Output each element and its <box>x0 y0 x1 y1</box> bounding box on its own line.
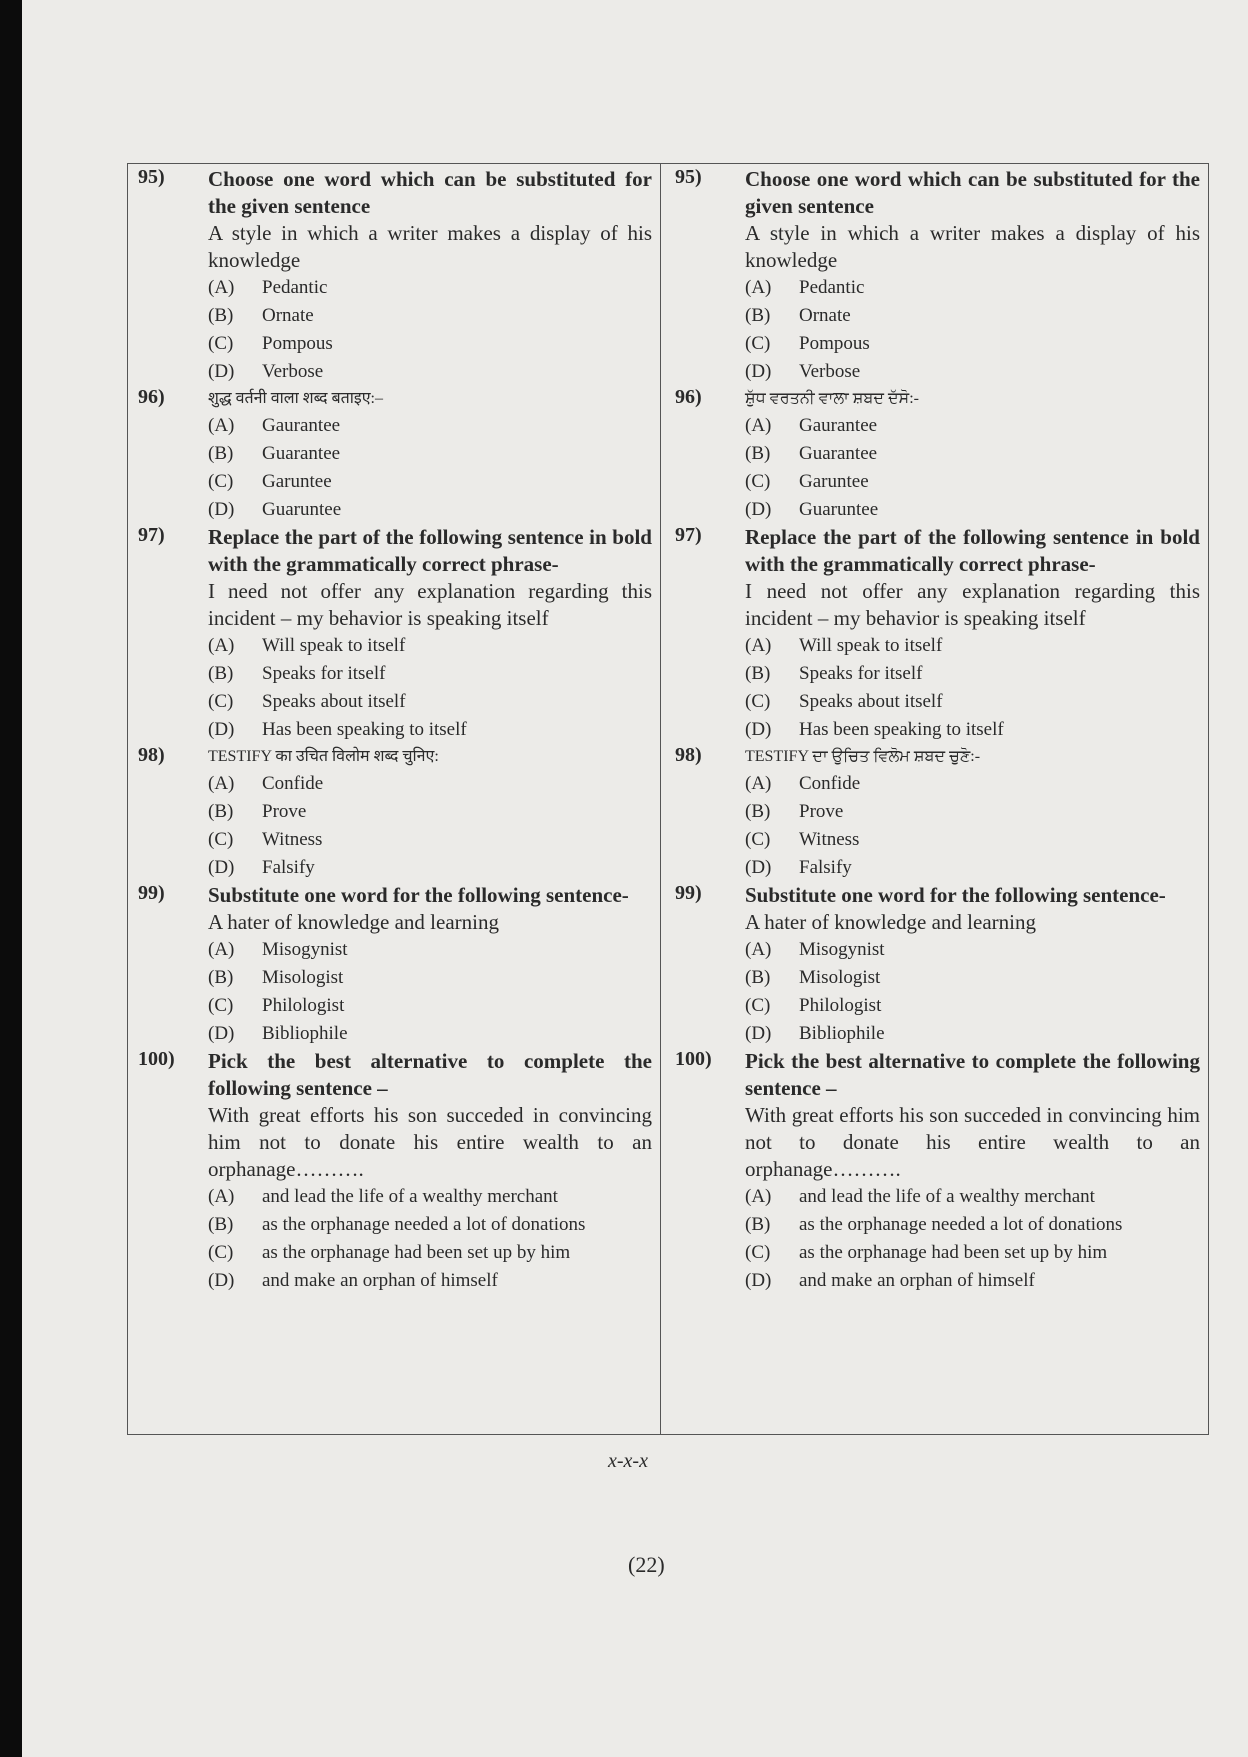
option-label: (B) <box>208 801 234 822</box>
option <box>208 496 652 524</box>
option-text: as the orphanage needed a lot of donations <box>262 1214 586 1235</box>
question-number: 100) <box>138 1048 175 1070</box>
option-text: Has been speaking to itself <box>262 719 467 740</box>
option-text: as the orphanage had been set up by him <box>262 1242 571 1263</box>
option <box>745 798 1200 826</box>
question-stem: TESTIFY ਦਾ ਉਚਿਤ ਵਿਲੋਮ ਸ਼ਬਦ ਚੁਣੋ:- <box>745 748 981 765</box>
question-number: 100) <box>675 1048 712 1070</box>
option <box>745 992 1200 1020</box>
option-label: (A) <box>208 773 235 794</box>
option-label: (B) <box>208 305 234 326</box>
question-number: 99) <box>675 882 702 904</box>
option <box>208 1020 652 1048</box>
option <box>745 1183 1200 1211</box>
option-label: (C) <box>208 333 234 354</box>
option-label: (B) <box>745 663 771 684</box>
option-text: Witness <box>262 829 323 850</box>
option-text: Speaks for itself <box>262 663 386 684</box>
option-label: (B) <box>208 443 234 464</box>
option-text: Philologist <box>799 995 882 1016</box>
option <box>745 1267 1200 1295</box>
option <box>208 826 652 854</box>
option-label: (C) <box>745 829 771 850</box>
option-label: (A) <box>745 277 772 298</box>
option-label: (A) <box>745 415 772 436</box>
question-number: 97) <box>675 524 702 546</box>
question-number: 97) <box>138 524 165 546</box>
option-text: as the orphanage needed a lot of donations <box>799 1214 1123 1235</box>
option-text: as the orphanage had been set up by him <box>799 1242 1108 1263</box>
question-96 <box>663 386 1208 524</box>
question-98 <box>663 744 1208 882</box>
option <box>745 688 1200 716</box>
question-table <box>127 163 1209 1435</box>
question-text: A style in which a writer makes a display of his knowledge <box>745 221 1200 272</box>
option-text: Guaruntee <box>799 499 879 520</box>
option <box>208 468 652 496</box>
column-divider <box>660 164 661 1434</box>
question-95 <box>663 166 1208 386</box>
option <box>745 826 1200 854</box>
option-label: (D) <box>745 1023 772 1044</box>
question-number: 95) <box>138 166 165 188</box>
question-stem: Substitute one word for the following sentence- <box>208 883 629 907</box>
option <box>208 854 652 882</box>
option <box>745 936 1200 964</box>
option-label: (B) <box>745 443 771 464</box>
option <box>208 660 652 688</box>
option-label: (A) <box>745 635 772 656</box>
option-text: Bibliophile <box>262 1023 348 1044</box>
option-text: Pompous <box>799 333 870 354</box>
option <box>208 1183 652 1211</box>
question-stem: शुद्ध वर्तनी वाला शब्द बताइए:– <box>208 390 383 407</box>
option <box>745 716 1200 744</box>
option-text: Will speak to itself <box>262 635 406 656</box>
option-label: (C) <box>208 995 234 1016</box>
option-label: (C) <box>208 1242 234 1263</box>
question-text: With great efforts his son succeded in convincing him not to donate his entire wealth to an orphanage………. <box>745 1103 1200 1181</box>
option <box>208 936 652 964</box>
option-label: (C) <box>745 333 771 354</box>
option-label: (D) <box>208 499 235 520</box>
option-text: Gaurantee <box>799 415 878 436</box>
option <box>745 440 1200 468</box>
option-text: Verbose <box>799 361 861 382</box>
option <box>208 688 652 716</box>
option-text: Misogynist <box>262 939 348 960</box>
option <box>208 716 652 744</box>
option-label: (A) <box>745 773 772 794</box>
option-text: Misologist <box>262 967 344 988</box>
option <box>208 632 652 660</box>
punjabi-column <box>663 166 1208 1295</box>
option-label: (C) <box>208 829 234 850</box>
question-text: A hater of knowledge and learning <box>208 910 499 934</box>
question-98 <box>128 744 658 882</box>
option-label: (D) <box>208 857 235 878</box>
option <box>208 440 652 468</box>
option-text: Misologist <box>799 967 881 988</box>
option-label: (C) <box>745 471 771 492</box>
question-text: A style in which a writer makes a display of his knowledge <box>208 221 652 272</box>
option-label: (B) <box>745 305 771 326</box>
option-text: Ornate <box>262 305 314 326</box>
option-label: (A) <box>745 1186 772 1207</box>
option-text: Bibliophile <box>799 1023 885 1044</box>
option-label: (D) <box>208 361 235 382</box>
option-label: (A) <box>208 635 235 656</box>
option <box>208 770 652 798</box>
option-label: (D) <box>745 719 772 740</box>
option <box>208 412 652 440</box>
option-label: (B) <box>745 1214 771 1235</box>
option-text: Confide <box>799 773 861 794</box>
option-text: and make an orphan of himself <box>262 1270 498 1291</box>
question-95 <box>128 166 658 386</box>
option-text: Speaks for itself <box>799 663 923 684</box>
option-label: (D) <box>208 1270 235 1291</box>
option-label: (B) <box>745 967 771 988</box>
question-number: 95) <box>675 166 702 188</box>
option-label: (C) <box>208 471 234 492</box>
question-text: A hater of knowledge and learning <box>745 910 1036 934</box>
option-label: (C) <box>208 691 234 712</box>
option-label: (C) <box>745 691 771 712</box>
option <box>208 274 652 302</box>
question-stem: Choose one word which can be substituted for the given sentence <box>208 167 652 218</box>
option <box>745 274 1200 302</box>
question-number: 98) <box>138 744 165 766</box>
option <box>745 358 1200 386</box>
option-label: (B) <box>208 1214 234 1235</box>
question-100 <box>128 1048 658 1295</box>
option-label: (D) <box>208 1023 235 1044</box>
option-text: Speaks about itself <box>262 691 406 712</box>
option-text: Prove <box>799 801 844 822</box>
question-stem: Replace the part of the following sentence in bold with the grammatically correct phrase- <box>745 525 1200 576</box>
question-99 <box>663 882 1208 1048</box>
question-stem: ਸ਼ੁੱਧ ਵਰਤਨੀ ਵਾਲਾ ਸ਼ਬਦ ਦੱਸੋ:- <box>745 390 919 407</box>
option-text: Guarantee <box>262 443 341 464</box>
option <box>208 798 652 826</box>
option <box>208 1211 652 1239</box>
option <box>745 1020 1200 1048</box>
option-text: and make an orphan of himself <box>799 1270 1035 1291</box>
option-label: (D) <box>745 857 772 878</box>
option <box>745 660 1200 688</box>
option-text: Has been speaking to itself <box>799 719 1004 740</box>
option-label: (A) <box>208 415 235 436</box>
question-97 <box>663 524 1208 744</box>
option-label: (A) <box>745 939 772 960</box>
option-text: Philologist <box>262 995 345 1016</box>
option <box>208 964 652 992</box>
question-stem: Pick the best alternative to complete the following sentence – <box>208 1049 652 1100</box>
option <box>208 992 652 1020</box>
option-text: and lead the life of a wealthy merchant <box>262 1186 558 1207</box>
option <box>745 496 1200 524</box>
question-99 <box>128 882 658 1048</box>
question-number: 96) <box>138 386 165 408</box>
option <box>208 330 652 358</box>
option-label: (D) <box>745 361 772 382</box>
option-text: Garuntee <box>262 471 332 492</box>
question-96 <box>128 386 658 524</box>
option-text: Guaruntee <box>262 499 342 520</box>
option-text: Witness <box>799 829 860 850</box>
question-text: I need not offer any explanation regarding this incident – my behavior is speaking itself <box>208 579 652 630</box>
question-100 <box>663 1048 1208 1295</box>
option-label: (C) <box>745 995 771 1016</box>
hindi-column <box>128 166 658 1295</box>
option-label: (D) <box>745 1270 772 1291</box>
option-label: (A) <box>208 939 235 960</box>
option-label: (D) <box>745 499 772 520</box>
option-text: Will speak to itself <box>799 635 943 656</box>
question-text: With great efforts his son succeded in convincing him not to donate his entire wealth to an orphanage………. <box>208 1103 652 1181</box>
option-label: (B) <box>208 967 234 988</box>
question-text: I need not offer any explanation regarding this incident – my behavior is speaking itself <box>745 579 1200 630</box>
option <box>745 854 1200 882</box>
option-label: (D) <box>208 719 235 740</box>
question-stem: Substitute one word for the following sentence- <box>745 883 1166 907</box>
question-stem: Choose one word which can be substituted for the given sentence <box>745 167 1200 218</box>
option-label: (B) <box>745 801 771 822</box>
option-text: Gaurantee <box>262 415 341 436</box>
option-text: Prove <box>262 801 307 822</box>
question-number: 98) <box>675 744 702 766</box>
question-number: 99) <box>138 882 165 904</box>
option-text: Garuntee <box>799 471 869 492</box>
option-label: (A) <box>208 277 235 298</box>
option-text: Guarantee <box>799 443 878 464</box>
option-text: Misogynist <box>799 939 885 960</box>
page-number: (22) <box>628 1552 665 1577</box>
option-label: (B) <box>208 663 234 684</box>
end-mark: x-x-x <box>608 1450 648 1472</box>
option <box>745 412 1200 440</box>
option-text: Ornate <box>799 305 851 326</box>
option <box>208 1239 652 1267</box>
option <box>208 302 652 330</box>
option <box>208 358 652 386</box>
option-text: Falsify <box>799 857 852 878</box>
question-stem: Pick the best alternative to complete the following sentence – <box>745 1049 1200 1100</box>
question-stem: Replace the part of the following sentence in bold with the grammatically correct phrase- <box>208 525 652 576</box>
option <box>745 330 1200 358</box>
option <box>745 302 1200 330</box>
option-text: Speaks about itself <box>799 691 943 712</box>
option-text: Confide <box>262 773 324 794</box>
option <box>745 1239 1200 1267</box>
option-label: (C) <box>745 1242 771 1263</box>
question-number: 96) <box>675 386 702 408</box>
option-text: Pedantic <box>262 277 328 298</box>
option <box>745 770 1200 798</box>
scan-edge <box>0 0 22 1757</box>
option <box>208 1267 652 1295</box>
option-text: Verbose <box>262 361 324 382</box>
option-text: Pompous <box>262 333 333 354</box>
option-text: and lead the life of a wealthy merchant <box>799 1186 1095 1207</box>
option-label: (A) <box>208 1186 235 1207</box>
option <box>745 468 1200 496</box>
option-text: Pedantic <box>799 277 865 298</box>
question-stem: TESTIFY का उचित विलोम शब्द चुनिए: <box>208 748 439 765</box>
option <box>745 964 1200 992</box>
option-text: Falsify <box>262 857 315 878</box>
option <box>745 1211 1200 1239</box>
option <box>745 632 1200 660</box>
question-97 <box>128 524 658 744</box>
